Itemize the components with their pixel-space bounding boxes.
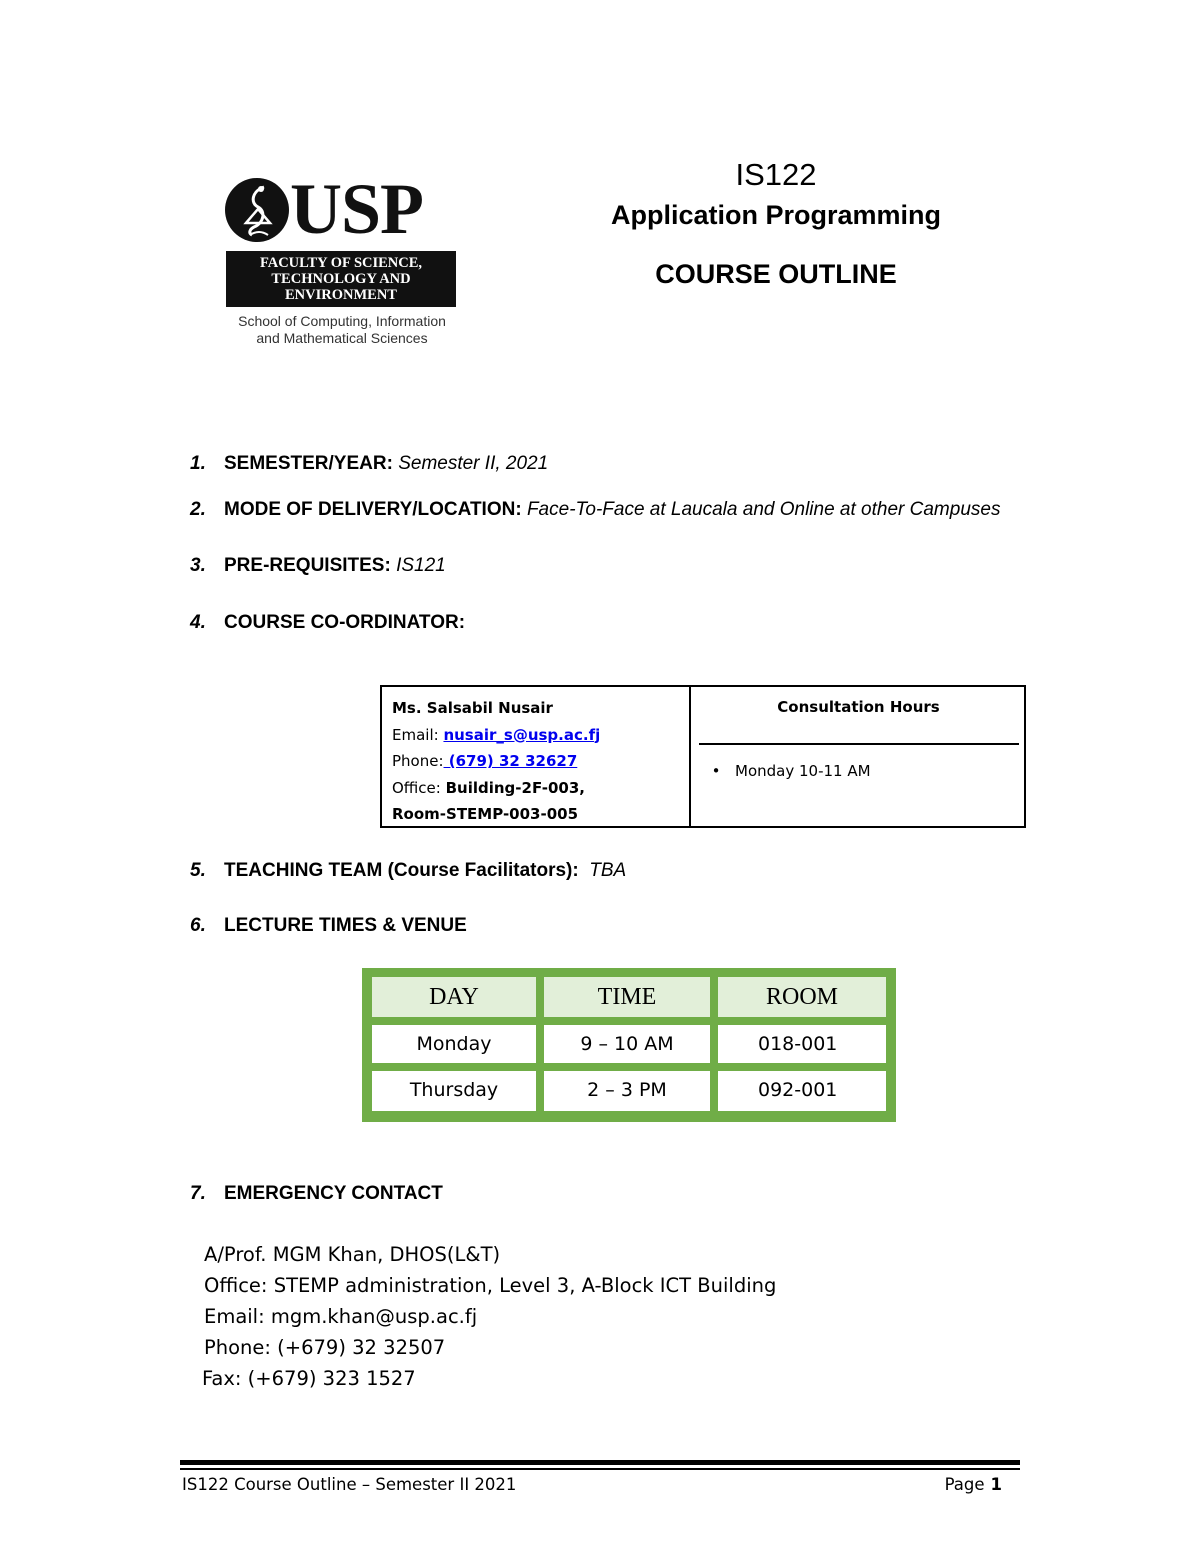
faculty-box bbox=[226, 251, 456, 307]
lecture-table bbox=[362, 968, 896, 1122]
footer-page bbox=[945, 1474, 1002, 1496]
item-label: TEACHING TEAM (Course Facilitators): bbox=[224, 860, 579, 881]
emergency-fax: Fax: (+679) 323 1527 bbox=[202, 1367, 416, 1390]
school-line: and Mathematical Sciences bbox=[256, 330, 428, 346]
lecture-header-time: TIME bbox=[544, 977, 710, 1017]
faculty-line: ENVIRONMENT bbox=[285, 287, 397, 303]
lecture-cell-day: Thursday bbox=[372, 1071, 536, 1111]
item-number: 3. bbox=[190, 555, 206, 576]
document-title: COURSE OUTLINE bbox=[655, 259, 897, 289]
item-value: IS121 bbox=[396, 555, 446, 576]
item-label: COURSE CO-ORDINATOR: bbox=[224, 612, 466, 633]
lecture-cell-room: 018-001 bbox=[718, 1025, 886, 1063]
lecture-header-day: DAY bbox=[372, 977, 536, 1017]
faculty-line: TECHNOLOGY AND bbox=[271, 271, 411, 287]
item-teaching-team bbox=[190, 859, 626, 883]
lecture-header-room: ROOM bbox=[718, 977, 886, 1017]
item-number: 7. bbox=[190, 1183, 206, 1204]
course-code: IS122 bbox=[735, 157, 817, 192]
consultation-divider bbox=[699, 743, 1019, 745]
item-coordinator bbox=[190, 611, 465, 635]
item-emergency bbox=[190, 1182, 443, 1206]
emergency-name: A/Prof. MGM Khan, DHOS(L&T) bbox=[204, 1243, 501, 1266]
item-lecture-times bbox=[190, 914, 467, 938]
footer-rule-thick bbox=[180, 1460, 1020, 1465]
usp-emblem-icon bbox=[224, 177, 290, 243]
logo-top bbox=[222, 169, 458, 249]
coordinator-details bbox=[382, 687, 691, 826]
item-number: 5. bbox=[190, 860, 206, 881]
lecture-cell-time: 9 – 10 AM bbox=[544, 1025, 710, 1063]
emergency-email: Email: mgm.khan@usp.ac.fj bbox=[204, 1305, 478, 1328]
item-label: MODE OF DELIVERY/LOCATION: bbox=[224, 499, 522, 520]
coordinator-phone-link[interactable]: (679) 32 32627 bbox=[443, 752, 578, 770]
school-line: School of Computing, Information bbox=[238, 313, 446, 329]
item-value: Face-To-Face at Laucala and Online at other Campuses bbox=[526, 499, 1001, 520]
phone-label: Phone: bbox=[392, 752, 444, 770]
coordinator-table bbox=[380, 685, 1026, 828]
coordinator-phone-row bbox=[392, 748, 689, 775]
item-label: LECTURE TIMES & VENUE bbox=[224, 915, 467, 936]
item-label: PRE-REQUISITES: bbox=[224, 555, 391, 576]
footer-title: IS122 Course Outline – Semester II 2021 bbox=[182, 1475, 517, 1494]
coordinator-name: Ms. Salsabil Nusair bbox=[392, 699, 553, 717]
consultation-cell bbox=[693, 687, 1024, 826]
faculty-line: FACULTY OF SCIENCE, bbox=[259, 255, 423, 271]
item-semester bbox=[190, 452, 548, 476]
item-label: EMERGENCY CONTACT bbox=[224, 1183, 443, 1204]
consultation-heading: Consultation Hours bbox=[777, 698, 940, 716]
item-number: 2. bbox=[190, 499, 206, 520]
coordinator-email-link[interactable]: nusair_s@usp.ac.fj bbox=[443, 725, 601, 744]
office-value: Building-2F-003, bbox=[445, 778, 585, 797]
page-label: Page bbox=[944, 1475, 985, 1494]
lecture-cell-time: 2 – 3 PM bbox=[544, 1071, 710, 1111]
item-value: TBA bbox=[589, 860, 627, 881]
page-number: 1 bbox=[990, 1475, 1002, 1494]
emergency-office: Office: STEMP administration, Level 3, A-Block ICT Building bbox=[204, 1274, 777, 1297]
coordinator-email-row bbox=[392, 722, 689, 749]
lecture-cell-day: Monday bbox=[372, 1025, 536, 1063]
item-number: 1. bbox=[190, 453, 206, 474]
office-label: Office: bbox=[392, 778, 446, 797]
coordinator-office-row bbox=[392, 775, 689, 802]
coordinator-room: Room-STEMP-003-005 bbox=[392, 805, 579, 823]
email-label: Email: bbox=[392, 725, 444, 744]
item-mode bbox=[190, 498, 1000, 522]
item-number: 6. bbox=[190, 915, 206, 936]
consultation-item bbox=[697, 759, 871, 783]
item-label: SEMESTER/YEAR: bbox=[224, 453, 393, 474]
course-name: Application Programming bbox=[610, 200, 942, 230]
bullet-icon: • bbox=[711, 762, 721, 780]
logo-wordmark: USP bbox=[290, 169, 424, 249]
item-number: 4. bbox=[190, 612, 206, 633]
item-value: Semester II, 2021 bbox=[398, 453, 549, 474]
item-prerequisites bbox=[190, 554, 446, 578]
lecture-cell-room: 092-001 bbox=[718, 1071, 886, 1111]
usp-logo bbox=[222, 169, 458, 350]
consultation-time: Monday 10-11 AM bbox=[735, 762, 871, 780]
school-name bbox=[222, 313, 462, 347]
title-block bbox=[560, 155, 992, 291]
emergency-phone: Phone: (+679) 32 32507 bbox=[204, 1336, 446, 1359]
footer-rule-thin bbox=[180, 1468, 1020, 1470]
